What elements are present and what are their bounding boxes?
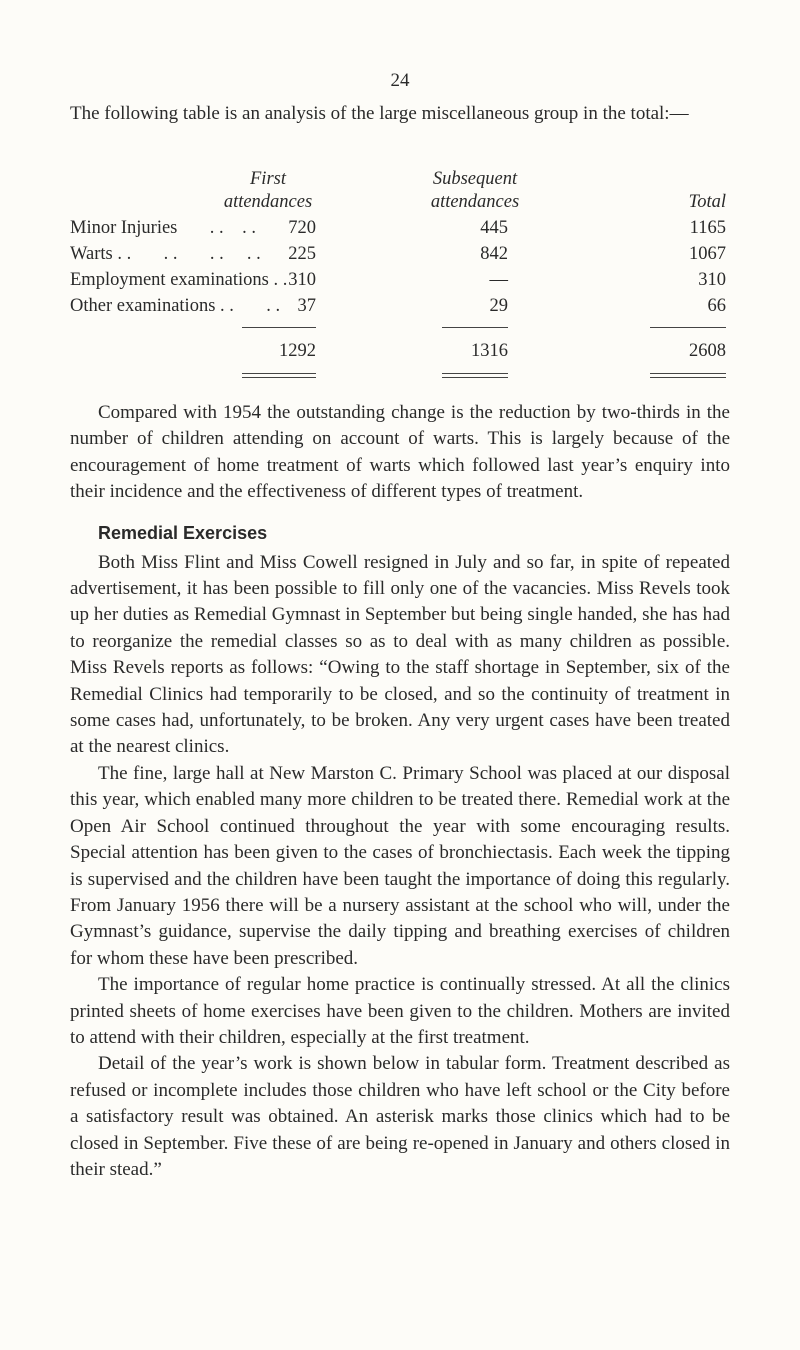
cell-total: 66	[707, 296, 726, 316]
cell-total: 1067	[689, 244, 726, 264]
paragraph: Detail of the year’s work is shown below in tabular form. Treatment described as refused or incomplete includes those children who have left school or the City before a satisfactory result was obtained. An asterisk marks those clinics which had to be closed in September. Five these of are being re-opened in January and others closed in their stead.”	[70, 1053, 730, 1180]
totals-row	[70, 340, 730, 363]
header-total: Total	[688, 192, 726, 212]
sum-rule-first	[242, 327, 316, 328]
header-first-line2: attendances	[223, 192, 313, 212]
intro-text: The following table is an analysis of the large miscellaneous group in the total:—	[70, 103, 689, 124]
page-number: 24	[390, 70, 410, 91]
header-subsequent-line1: Subsequent	[432, 169, 518, 189]
table-row	[70, 295, 730, 318]
row-label: Minor Injuries . . . .	[70, 218, 257, 238]
total-total: 2608	[689, 341, 726, 361]
row-label: Other examinations . . . .	[70, 296, 281, 316]
table-row	[70, 243, 730, 266]
sum-rule-subsequent	[442, 327, 508, 328]
cell-first: 225	[288, 244, 316, 264]
cell-total: 310	[698, 270, 726, 290]
paragraph-compared: Compared with 1954 the outstanding change is the reduction by two-thirds in the number of children attending on account of warts. This is largely because of the encouragement of home treatment of warts which followed last year’s enquiry into their incidence and the effectiveness of different types of treatment.	[70, 402, 730, 503]
total-subsequent: 1316	[471, 341, 508, 361]
double-rule-total	[650, 373, 726, 378]
header-subsequent-line2: attendances	[430, 192, 520, 212]
row-label: Warts . . . . . . . .	[70, 244, 261, 264]
header-subsequent	[415, 168, 535, 214]
cell-subsequent: 29	[489, 296, 508, 316]
double-rule-first	[242, 373, 316, 378]
cell-subsequent: 842	[480, 244, 508, 264]
body-text	[70, 400, 730, 1183]
table-row	[70, 217, 730, 240]
cell-total: 1165	[689, 218, 726, 238]
paragraph: Both Miss Flint and Miss Cowell resigned in July and so far, in spite of repeated advertisement, it has been possible to fill only one of the vacancies. Miss Revels took up her duties as Remedial Gymnast in September but being single handed, she has had to reorganize the remedial classes so as to deal with as many children as possible. Miss Revels reports as follows: “Owing to the staff shortage in September, six of the Remedial Clinics had temporarily to be closed, and so the continuity of treatment in some cases had, unfortunately, to be broken. Any very urgent cases have been treated at the nearest clinics.	[70, 551, 730, 758]
paragraph: The importance of regular home practice is continually stressed. At all the clinics printed sheets of home exercises have been given to the children. Mothers are invited to attend with their children, especially at the first treatment.	[70, 974, 730, 1048]
header-first-line1: First	[250, 169, 286, 189]
sum-rule-total	[650, 327, 726, 328]
total-first: 1292	[279, 341, 316, 361]
paragraph: The fine, large hall at New Marston C. Primary School was placed at our disposal this year, which enabled many more children to be treated there. Remedial work at the Open Air School continued throughout the year with some encouraging results. Special attention has been given to the cases of bronchiectasis. Each week the tipping is supervised and the children have been taught the importance of doing this regularly. From January 1956 there will be a nursery assistant at the school who will, under the Gymnast’s guidance, supervise the daily tipping and breathing exercises of children for whom these have been prescribed.	[70, 762, 730, 969]
double-rule-subsequent	[442, 373, 508, 378]
header-first	[220, 168, 316, 214]
section-heading: Remedial Exercises	[98, 522, 268, 543]
row-label: Employment examinations . .	[70, 270, 288, 290]
table-row	[70, 269, 730, 292]
cell-subsequent: —	[489, 270, 508, 290]
cell-first: 720	[288, 218, 316, 238]
cell-first: 310	[288, 270, 316, 290]
cell-subsequent: 445	[480, 218, 508, 238]
cell-first: 37	[297, 296, 316, 316]
